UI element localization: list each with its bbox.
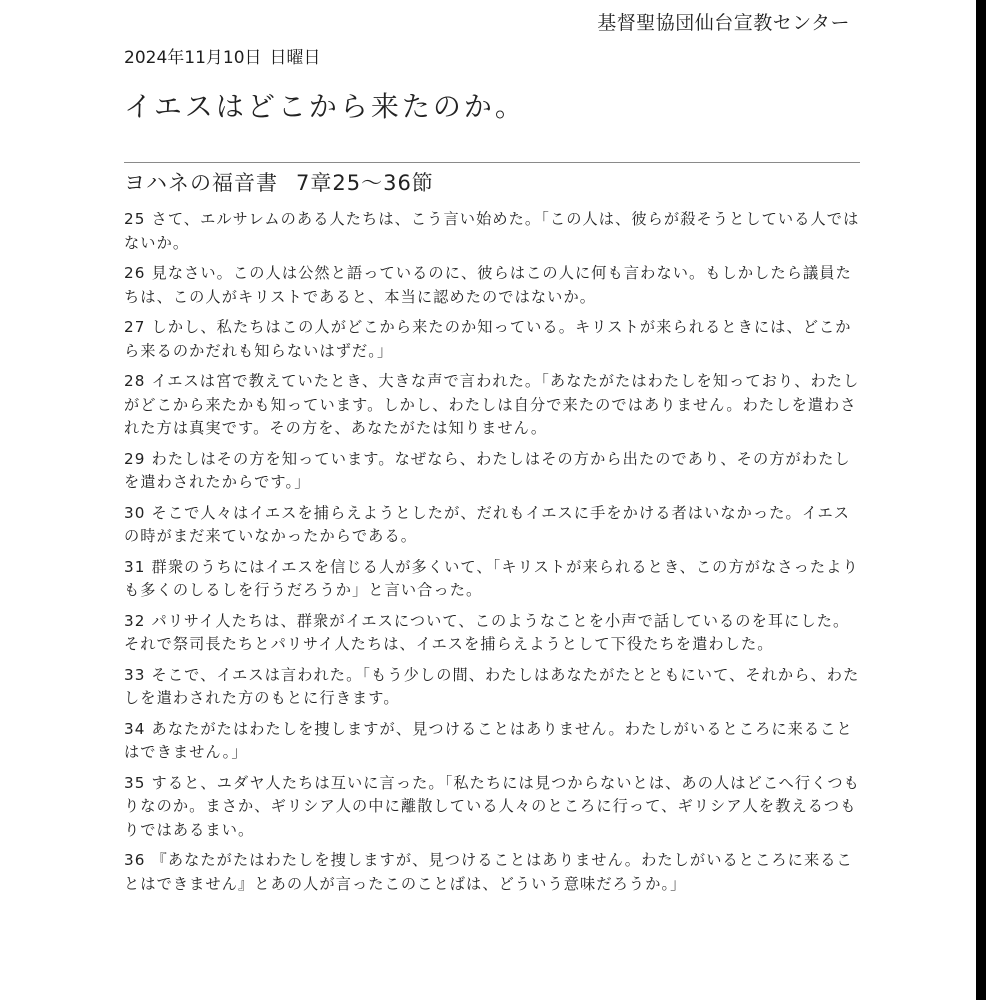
verse-number: 29 bbox=[124, 449, 146, 468]
verse-text: パリサイ人たちは、群衆がイエスについて、このようなことを小声で話しているのを耳にした。それで祭司長たちとパリサイ人たちは、イエスを捕らえようとして下役たちを遣わした。 bbox=[124, 611, 850, 653]
verse bbox=[124, 208, 860, 255]
verse-text: 見なさい。この人は公然と語っているのに、彼らはこの人に何も言わない。もしかしたら議員たちは、この人がキリストであると、本当に認めたのではないか。 bbox=[124, 264, 852, 306]
verse-number: 26 bbox=[124, 264, 146, 282]
verse-text: あなたがたはわたしを捜しますが、見つけることはありません。わたしがいるところに来ることはできません。」 bbox=[124, 719, 853, 761]
verse-text: 『あなたがたはわたしを捜しますが、見つけることはありません。わたしがいるところに来ることはできません』とあの人が言ったこのことばは、どういう意味だろうか。」 bbox=[124, 851, 853, 893]
verse bbox=[124, 849, 860, 896]
verse-list bbox=[124, 208, 860, 903]
date-text: 2024年11月10日 bbox=[124, 48, 262, 68]
book-name: ヨハネの福音書 bbox=[124, 171, 278, 195]
verse-number: 28 bbox=[124, 372, 146, 390]
verse bbox=[124, 610, 860, 657]
verse bbox=[124, 316, 860, 363]
verse bbox=[124, 262, 860, 309]
verse-number: 25 bbox=[124, 210, 146, 228]
day-of-week: 日曜日 bbox=[269, 48, 321, 68]
chapter-verses: 7章25〜36節 bbox=[296, 171, 434, 195]
organization-name: 基督聖協団仙台宣教センター bbox=[597, 12, 850, 34]
verse bbox=[124, 448, 860, 495]
verse-text: そこで人々はイエスを捕らえようとしたが、だれもイエスに手をかける者はいなかった。イエスの時がまだ来ていなかったからである。 bbox=[124, 503, 851, 545]
verse bbox=[124, 370, 860, 441]
verse bbox=[124, 502, 860, 549]
scripture-reference bbox=[124, 167, 434, 197]
verse-number: 35 bbox=[124, 773, 146, 792]
divider bbox=[124, 162, 860, 163]
verse bbox=[124, 718, 860, 765]
screen-edge bbox=[976, 0, 986, 1000]
verse-text: さて、エルサレムのある人たちは、こう言い始めた。「この人は、彼らが殺そうとしている人ではないか。 bbox=[124, 210, 860, 252]
verse-text: 群衆のうちにはイエスを信じる人が多くいて、「キリストが来られるとき、この方がなさったよりも多くのしるしを行うだろうか」と言い合った。 bbox=[124, 557, 859, 599]
verse-text: そこで、イエスは言われた。「もう少しの間、わたしはあなたがたとともにいて、それから、わたしを遣わされた方のもとに行きます。 bbox=[124, 665, 860, 707]
verse-number: 27 bbox=[124, 318, 146, 336]
verse bbox=[124, 664, 860, 711]
verse bbox=[124, 556, 860, 603]
verse-number: 30 bbox=[124, 503, 146, 522]
verse-number: 33 bbox=[124, 665, 146, 684]
verse bbox=[124, 772, 860, 843]
verse-number: 34 bbox=[124, 719, 146, 738]
service-date bbox=[124, 43, 321, 68]
verse-number: 36 bbox=[124, 851, 146, 869]
verse-text: わたしはその方を知っています。なぜなら、わたしはその方から出たのであり、その方がわたしを遣わされたからです。」 bbox=[124, 449, 851, 491]
sermon-title: イエスはどこから来たのか。 bbox=[124, 90, 526, 123]
verse-text: イエスは宮で教えていたとき、大きな声で言われた。「あなたがたはわたしを知っており、わたしがどこから来たかも知っています。しかし、わたしは自分で来たのではありません。わたしを遣わされた方は真実です。その方を、あなたがたは知りません。 bbox=[124, 372, 860, 437]
verse-number: 32 bbox=[124, 611, 146, 630]
verse-text: すると、ユダヤ人たちは互いに言った。「私たちには見つからないとは、あの人はどこへ行くつもりなのか。まさか、ギリシア人の中に離散している人々のところに行って、ギリシア人を教えるつもりではあるまい。 bbox=[124, 773, 860, 839]
verse-text: しかし、私たちはこの人がどこから来たのか知っている。キリストが来られるときには、どこから来るのかだれも知らないはずだ。」 bbox=[124, 318, 852, 360]
verse-number: 31 bbox=[124, 557, 146, 576]
